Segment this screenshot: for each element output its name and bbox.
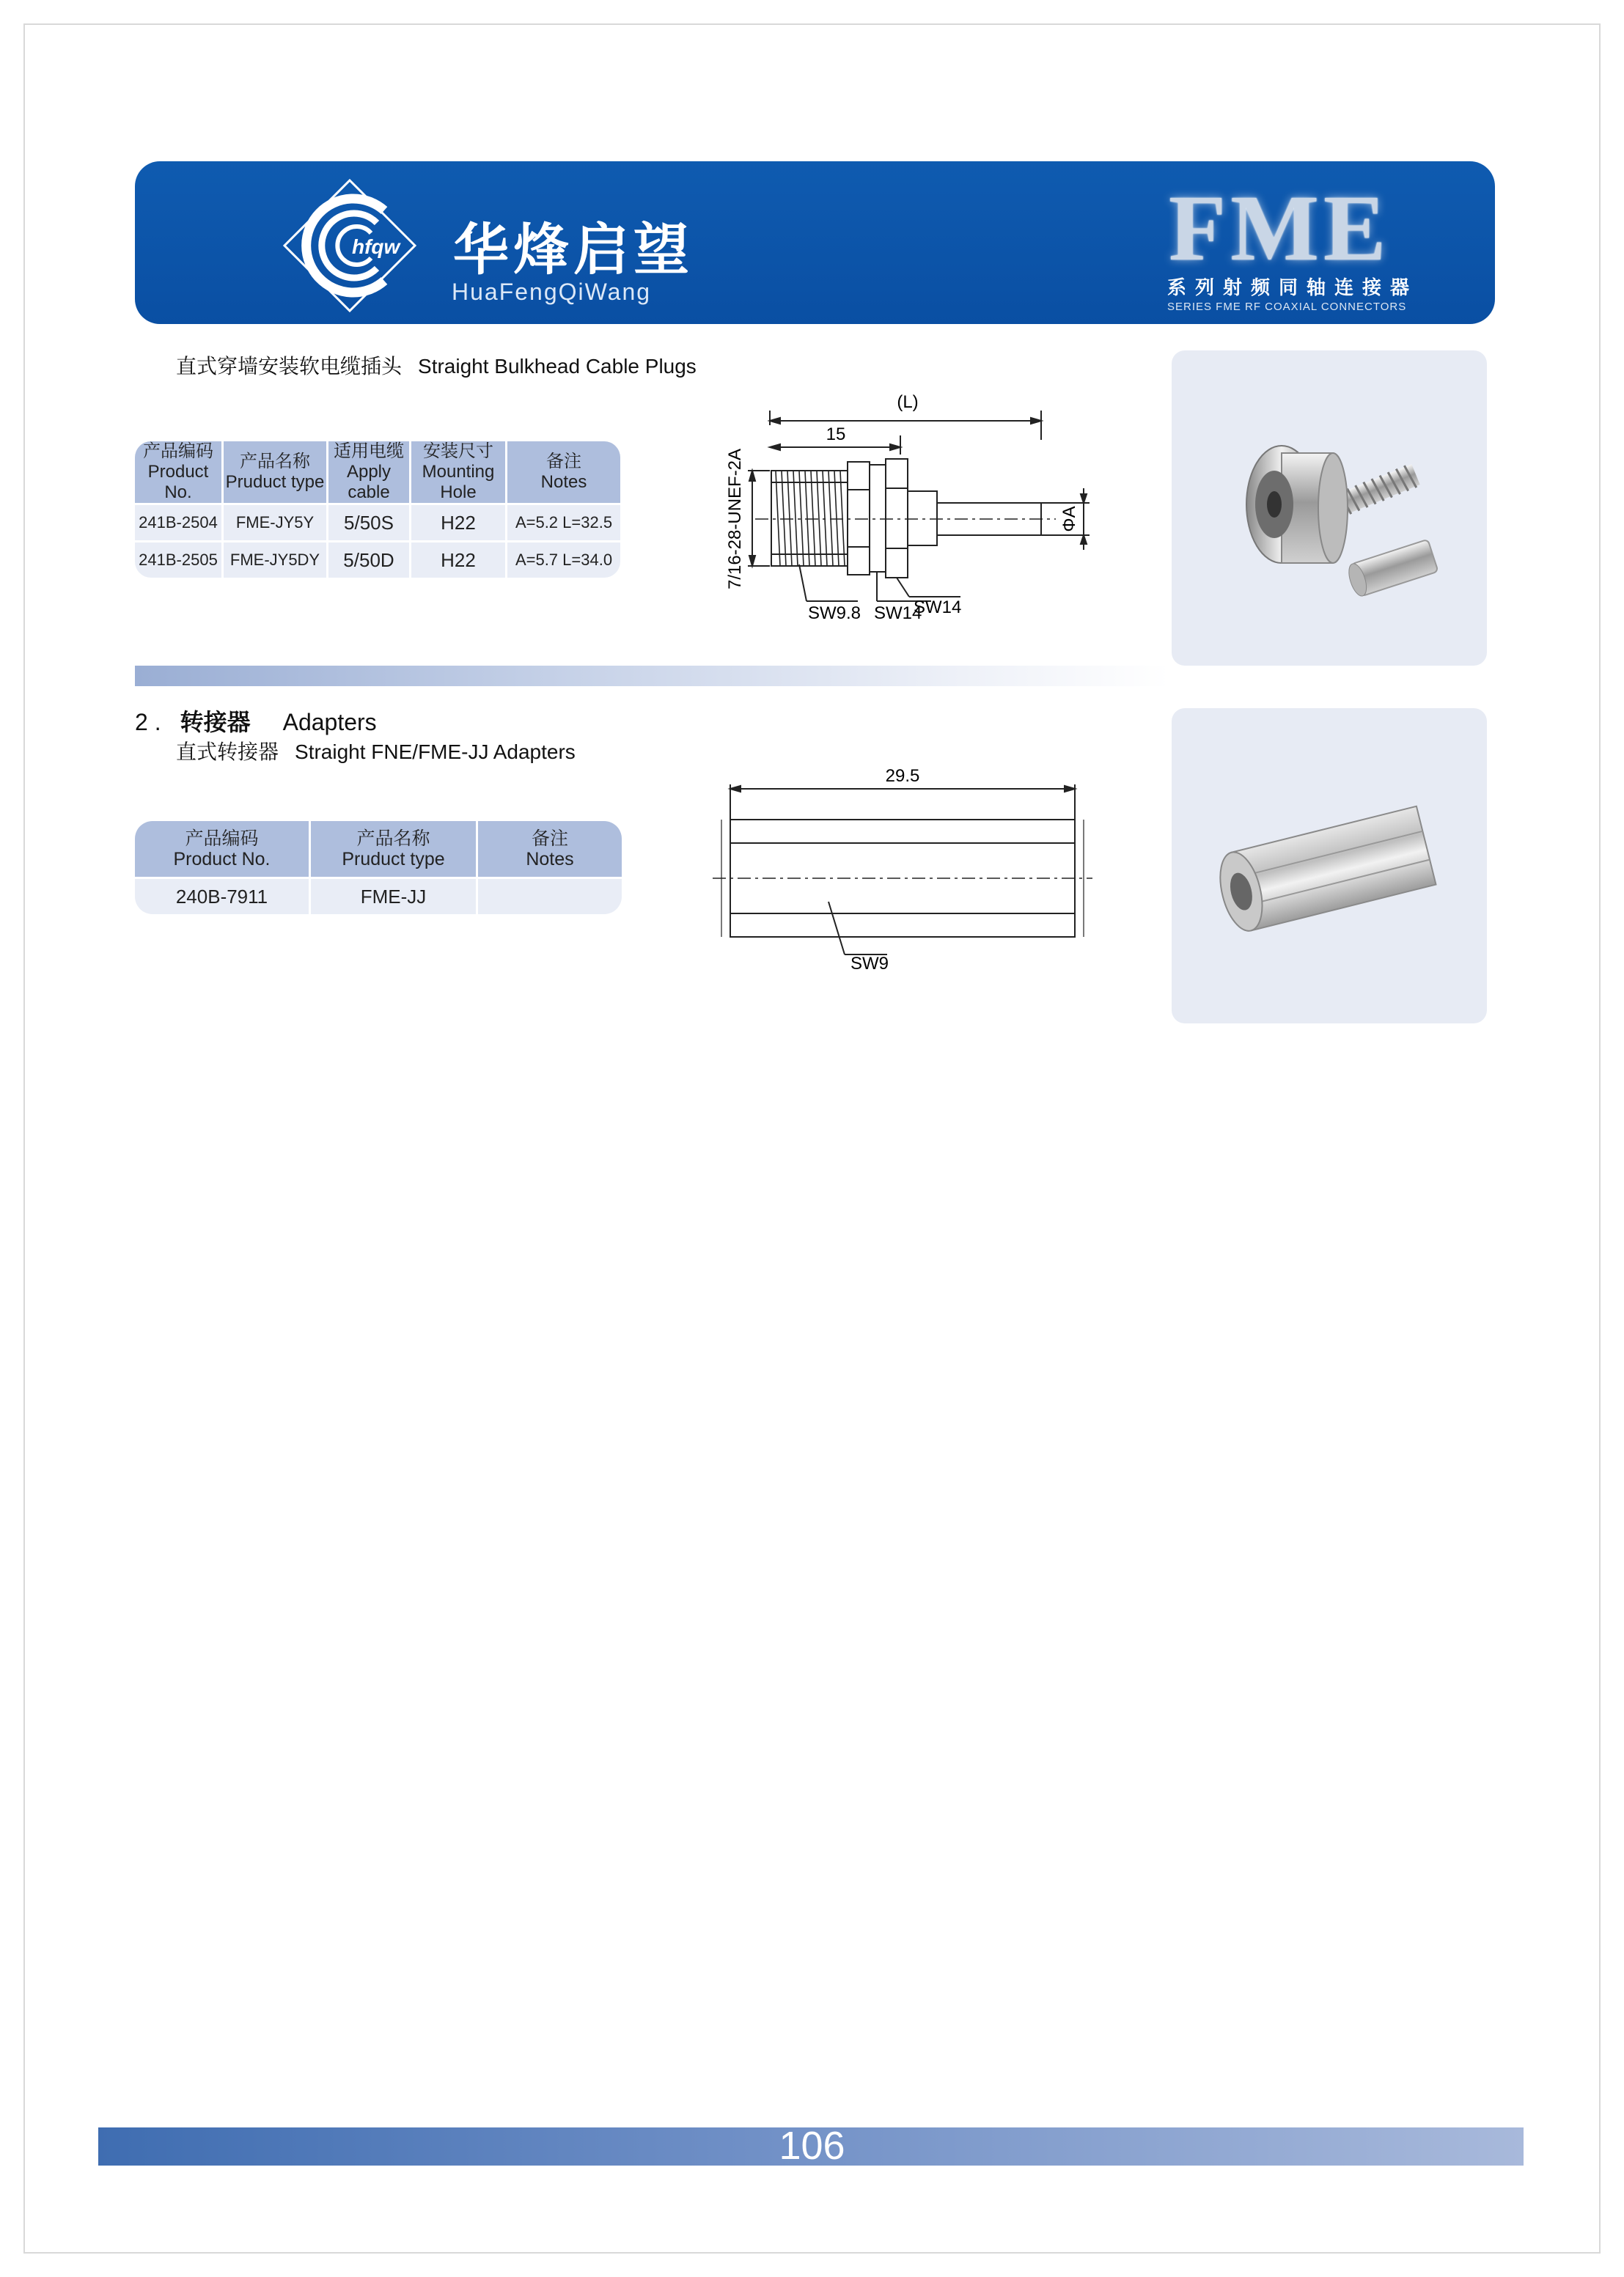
bulkhead-plug-photo-image <box>1172 350 1487 666</box>
cell-product-type: FME-JY5Y <box>224 503 328 540</box>
header-banner <box>135 161 1495 324</box>
col-notes: 备注 Notes <box>507 441 620 503</box>
dim-overall-length: (L) <box>897 392 919 412</box>
adapter-photo-image <box>1172 708 1487 1023</box>
table-row <box>135 877 622 914</box>
cell-apply-cable: 5/50D <box>328 540 411 578</box>
cell-product-no: 241B-2504 <box>135 503 224 540</box>
cell-mounting-hole: H22 <box>411 503 507 540</box>
table-row <box>135 540 620 578</box>
cell-apply-cable: 5/50S <box>328 503 411 540</box>
adapter-photo <box>1172 708 1487 1023</box>
section1-subtitle-en: Straight Bulkhead Cable Plugs <box>418 355 697 378</box>
dim-sw-9-8: SW9.8 <box>808 603 861 623</box>
col-product-type: 产品名称 Pruduct type <box>224 441 328 503</box>
section2-subtitle-cn: 直式转接器 <box>176 740 279 763</box>
logo-text: hfqw <box>352 235 400 258</box>
dim-diameter-a: ΦA <box>1059 506 1079 532</box>
col-product-no: 产品编码 Product No. <box>135 821 311 877</box>
dim-thread: 7/16-28-UNEF-2A <box>725 448 745 590</box>
col-apply-cable: 适用电缆 Apply cable <box>328 441 411 503</box>
section2-heading-en: Adapters <box>282 709 377 735</box>
page-number: 106 <box>779 2124 845 2168</box>
adapter-drawing <box>711 762 1092 975</box>
section-divider <box>135 666 1169 686</box>
dim-length-29-5: 29.5 <box>885 766 920 786</box>
cell-product-no: 241B-2505 <box>135 540 224 578</box>
table-row <box>135 503 620 540</box>
dim-sw-14-a: SW14 <box>874 603 922 623</box>
dim-sw-9: SW9 <box>850 954 889 974</box>
bulkhead-plug-drawing <box>711 389 1107 630</box>
series-title: FME <box>1169 176 1391 280</box>
cell-mounting-hole: H22 <box>411 540 507 578</box>
col-notes: 备注 Notes <box>478 821 622 877</box>
cell-product-no: 240B-7911 <box>135 877 311 914</box>
section2-subtitle <box>176 736 576 765</box>
section1-subtitle <box>176 350 697 380</box>
series-subtitle-en: SERIES FME RF COAXIAL CONNECTORS <box>1167 301 1407 313</box>
bulkhead-plug-table <box>135 441 620 578</box>
section1-subtitle-cn: 直式穿墙安装软电缆插头 <box>176 355 403 378</box>
bulkhead-plug-photo <box>1172 350 1487 666</box>
section2-heading <box>135 704 377 737</box>
col-product-type: 产品名称 Pruduct type <box>311 821 478 877</box>
cell-notes <box>478 877 622 914</box>
brand-name-cn: 华烽启望 <box>453 217 694 282</box>
col-product-no: 产品编码 Product No. <box>135 441 224 503</box>
cell-product-type: FME-JY5DY <box>224 540 328 578</box>
col-mounting-hole: 安装尺寸 Mounting Hole <box>411 441 507 503</box>
cell-notes: A=5.2 L=32.5 <box>507 503 620 540</box>
adapter-table <box>135 821 622 914</box>
dim-length-15: 15 <box>826 424 846 444</box>
company-logo-icon <box>282 177 418 314</box>
section2-subtitle-en: Straight FNE/FME-JJ Adapters <box>295 740 576 763</box>
table-header-row <box>135 821 622 877</box>
section2-number: 2 . <box>135 709 161 735</box>
cell-notes: A=5.7 L=34.0 <box>507 540 620 578</box>
table-header-row <box>135 441 620 503</box>
dim-sw-14-b: SW14 <box>914 597 962 617</box>
series-subtitle-cn: 系列射频同轴连接器 <box>1167 276 1419 298</box>
cell-product-type: FME-JJ <box>311 877 478 914</box>
brand-name-en: HuaFengQiWang <box>452 279 652 305</box>
section2-heading-cn: 转接器 <box>180 709 251 735</box>
